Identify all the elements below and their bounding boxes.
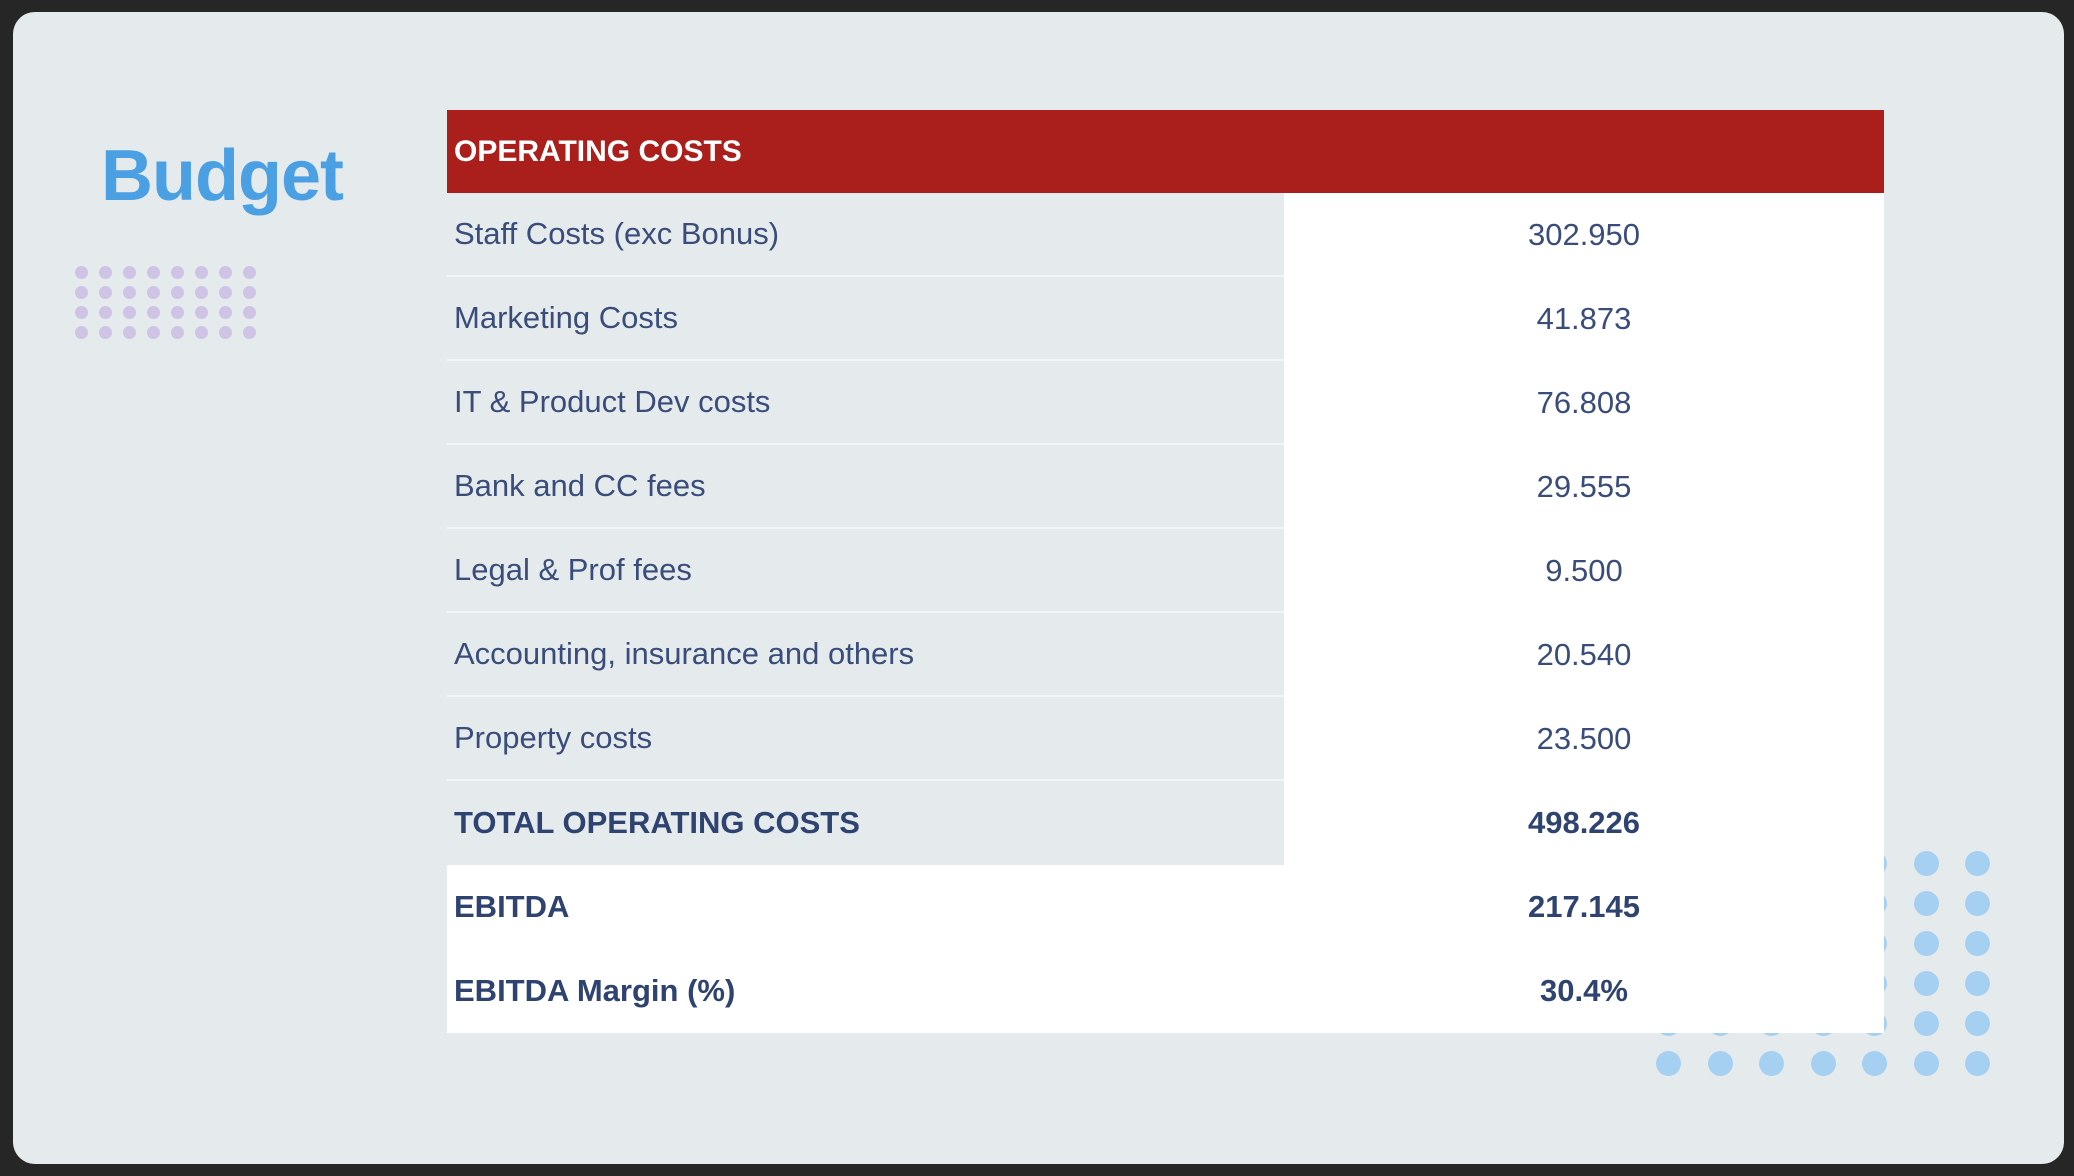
ebitda-margin-row <box>447 949 1884 1033</box>
row-label: Bank and CC fees <box>447 445 1284 529</box>
row-value: 41.873 <box>1284 277 1884 361</box>
ebitda-margin-value: 30.4% <box>1284 949 1884 1033</box>
table-row <box>447 445 1884 529</box>
purple-dot-pattern <box>75 266 267 346</box>
row-value: 29.555 <box>1284 445 1884 529</box>
row-value: 76.808 <box>1284 361 1884 445</box>
table-row <box>447 193 1884 277</box>
row-label: Property costs <box>447 697 1284 781</box>
row-value: 302.950 <box>1284 193 1884 277</box>
row-label: Staff Costs (exc Bonus) <box>447 193 1284 277</box>
table-row <box>447 613 1884 697</box>
row-value: 20.540 <box>1284 613 1884 697</box>
table-row <box>447 277 1884 361</box>
ebitda-value: 217.145 <box>1284 865 1884 949</box>
row-value: 23.500 <box>1284 697 1884 781</box>
ebitda-label: EBITDA <box>447 865 1284 949</box>
ebitda-row <box>447 865 1884 949</box>
ebitda-margin-label: EBITDA Margin (%) <box>447 949 1284 1033</box>
row-label: Legal & Prof fees <box>447 529 1284 613</box>
operating-costs-table <box>447 110 1884 1033</box>
table-row <box>447 697 1884 781</box>
table-header: OPERATING COSTS <box>447 110 1884 193</box>
row-label: Accounting, insurance and others <box>447 613 1284 697</box>
row-value: 9.500 <box>1284 529 1884 613</box>
total-label: TOTAL OPERATING COSTS <box>447 781 1284 865</box>
slide <box>13 12 2064 1164</box>
total-value: 498.226 <box>1284 781 1884 865</box>
table-row <box>447 529 1884 613</box>
table-row <box>447 361 1884 445</box>
page-title: Budget <box>101 136 343 216</box>
total-row <box>447 781 1884 865</box>
row-label: Marketing Costs <box>447 277 1284 361</box>
row-label: IT & Product Dev costs <box>447 361 1284 445</box>
